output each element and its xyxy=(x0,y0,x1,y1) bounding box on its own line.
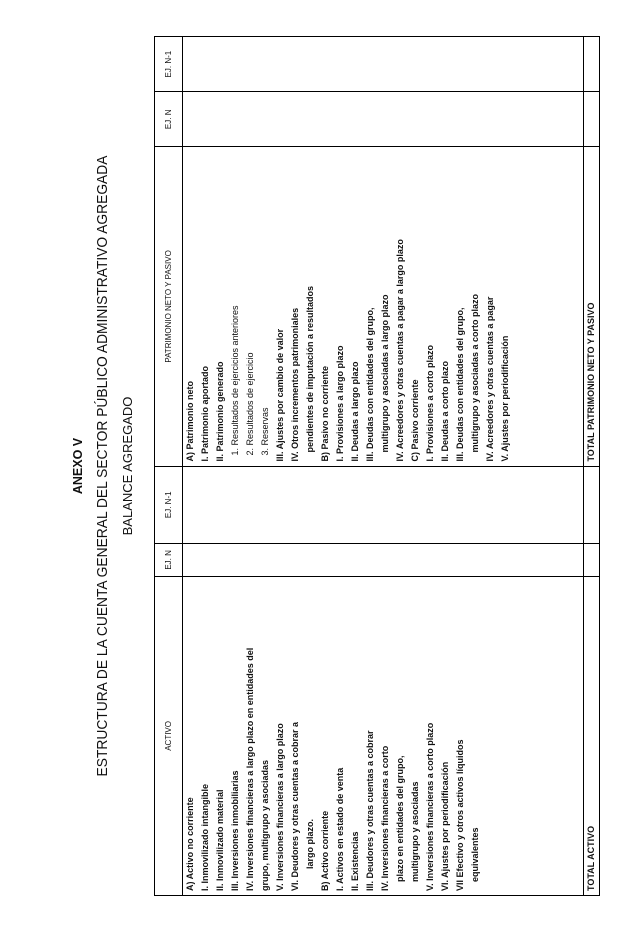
pasivo-item: IV. Otros incrementos patrimoniales xyxy=(290,307,300,462)
total-activo-ej-n1 xyxy=(584,466,600,543)
total-activo-ej-n xyxy=(584,543,600,576)
annex-title: ANEXO V xyxy=(71,437,85,495)
activo-item: III. Deudores y otras cuentas a cobrar xyxy=(365,730,375,891)
total-pasivo-ej-n xyxy=(584,92,600,147)
pasivo-item: multigrupo y asociadas a corto plazo xyxy=(470,293,480,453)
activo-item: I. Inmovilizado intangible xyxy=(200,783,210,891)
activo-item: II. Inmovilizado material xyxy=(215,789,225,891)
activo-item: B) Activo corriente xyxy=(320,810,330,891)
pasivo-item: II. Deudas a largo plazo xyxy=(350,361,360,462)
header-ej-n1-right: EJ. N-1 xyxy=(155,37,183,92)
activo-cell xyxy=(183,576,584,895)
activo-item: III. Inversiones inmobiliarias xyxy=(230,770,240,891)
pasivo-item: III. Ajustes por cambio de valor xyxy=(275,328,285,462)
body-row xyxy=(183,37,584,896)
activo-item: I. Activos en estado de venta xyxy=(335,767,345,891)
pasivo-item: IV. Acreedores y otras cuentas a pagar a largo plazo xyxy=(395,239,405,462)
activo-ej-n1-cell xyxy=(183,466,584,543)
total-row xyxy=(584,37,600,896)
header-ej-n1-left: EJ. N-1 xyxy=(155,466,183,543)
balance-table xyxy=(154,36,600,896)
pasivo-cell xyxy=(183,147,584,466)
activo-item: V. Inversiones financieras a largo plazo xyxy=(275,723,285,891)
activo-item: V. Inversiones financieras a corto plazo xyxy=(425,722,435,891)
header-ej-n-left: EJ. N xyxy=(155,543,183,576)
pasivo-item: II. Deudas a corto plazo xyxy=(440,361,450,462)
total-activo-cell xyxy=(584,576,600,895)
pasivo-item: IV. Acreedores y otras cuentas a pagar xyxy=(485,296,495,462)
activo-item: equivalentes xyxy=(470,827,480,882)
pasivo-item: B) Pasivo no corriente xyxy=(320,366,330,462)
activo-item: VI. Deudores y otras cuentas a cobrar a xyxy=(290,721,300,891)
pasivo-item: I. Patrimonio aportado xyxy=(200,366,210,462)
header-row xyxy=(155,37,183,896)
activo-item: grupo, multigrupo y asociadas xyxy=(260,759,270,891)
total-activo-label: TOTAL ACTIVO xyxy=(586,825,596,891)
activo-item: largo plazo. xyxy=(305,818,315,869)
pasivo-ej-n-cell xyxy=(183,92,584,147)
pasivo-item: III. Deudas con entidades del grupo, xyxy=(455,307,465,462)
activo-item: IV. Inversiones financieras a corto xyxy=(380,745,390,891)
activo-item: IV. Inversiones financieras a largo plazo en entidades del xyxy=(245,647,255,891)
activo-item: II. Existencias xyxy=(350,831,360,891)
balance-sheet-page xyxy=(71,26,596,906)
activo-item: plazo en entidades del grupo, xyxy=(395,755,405,882)
pasivo-item: III. Deudas con entidades del grupo, xyxy=(365,307,375,462)
pasivo-item: pendientes de imputación a resultados xyxy=(305,285,315,453)
activo-item: VII Efectivo y otros activos líquidos xyxy=(455,739,465,891)
activo-item: A) Activo no corriente xyxy=(185,797,195,891)
document-title: ESTRUCTURA DE LA CUENTA GENERAL DEL SECTOR PÚBLICO ADMINISTRATIVO AGREGADA xyxy=(94,155,111,777)
pasivo-item: 2. Resultados de ejercicio xyxy=(245,352,255,456)
activo-item: VI. Ajustes por periodificación xyxy=(440,761,450,891)
pasivo-item: I. Provisiones a largo plazo xyxy=(335,345,345,462)
pasivo-item: V. Ajustes por periodificación xyxy=(500,335,510,462)
total-pasivo-ej-n1 xyxy=(584,37,600,92)
pasivo-item: 1. Resultados de ejercicios anteriores xyxy=(230,305,240,456)
pasivo-item: multigrupo y asociadas a largo plazo xyxy=(380,294,390,453)
total-pasivo-label: TOTAL PATRIMONIO NETO Y PASIVO xyxy=(586,302,596,462)
activo-item: multigrupo y asociadas xyxy=(410,781,420,882)
header-ej-n-right: EJ. N xyxy=(155,92,183,147)
pasivo-item: A) Patrimonio neto xyxy=(185,381,195,462)
pasivo-item: 3. Reservas xyxy=(260,407,270,456)
total-pasivo-cell xyxy=(584,147,600,466)
header-pasivo: PATRIMONIO NETO Y PASIVO xyxy=(155,147,183,466)
pasivo-item: I. Provisiones a corto plazo xyxy=(425,345,435,462)
pasivo-item: C) Pasivo corriente xyxy=(410,379,420,462)
header-activo: ACTIVO xyxy=(155,576,183,895)
pasivo-item: II. Patrimonio generado xyxy=(215,361,225,462)
document-subtitle: BALANCE AGREGADO xyxy=(120,396,135,536)
activo-ej-n-cell xyxy=(183,543,584,576)
pasivo-ej-n1-cell xyxy=(183,37,584,92)
